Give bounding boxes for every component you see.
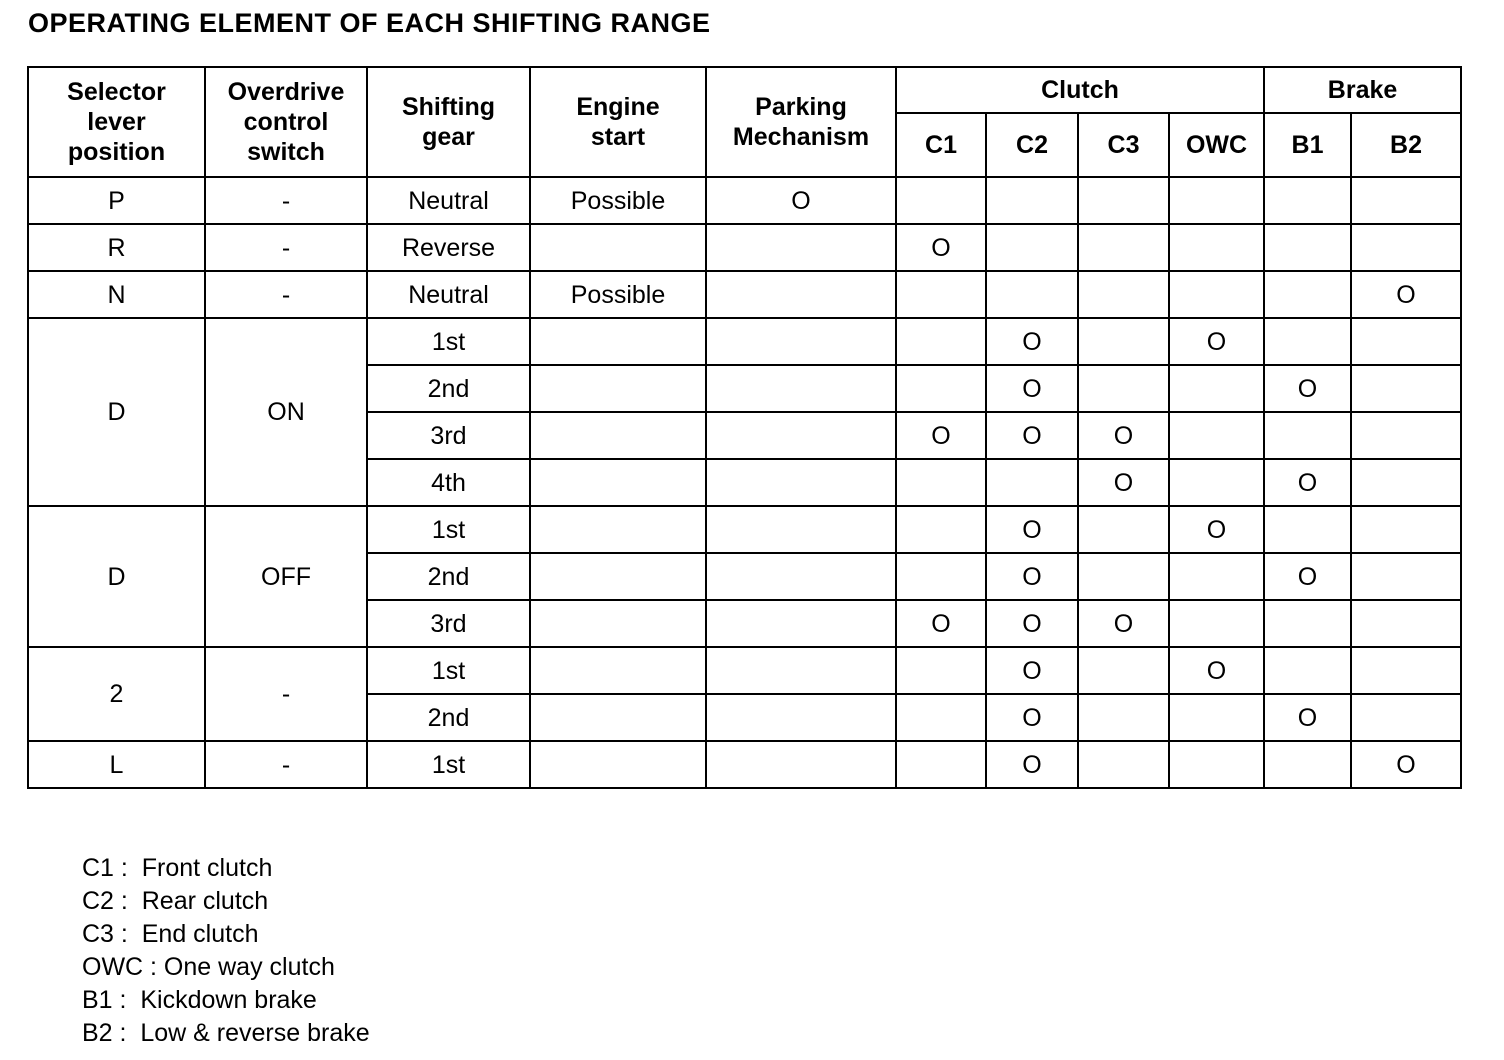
table-body: [28, 177, 1461, 788]
cell-c3: [1078, 741, 1169, 788]
cell-c1: [896, 694, 986, 741]
cell-parking: [706, 459, 896, 506]
cell-parking: [706, 741, 896, 788]
cell-engine-start: [530, 741, 706, 788]
cell-c1: O: [896, 600, 986, 647]
cell-b2: [1351, 553, 1461, 600]
cell-owc: [1169, 459, 1264, 506]
cell-c1: O: [896, 412, 986, 459]
table-row: [28, 177, 1461, 224]
cell-c2: [986, 271, 1078, 318]
cell-parking: [706, 365, 896, 412]
cell-b2: [1351, 647, 1461, 694]
cell-b1: [1264, 600, 1351, 647]
cell-b2: [1351, 459, 1461, 506]
cell-gear: Neutral: [367, 177, 530, 224]
cell-c2: O: [986, 365, 1078, 412]
header-selector-lever-position: Selector lever position: [28, 67, 205, 177]
cell-owc: O: [1169, 506, 1264, 553]
cell-c1: [896, 647, 986, 694]
cell-c2: O: [986, 694, 1078, 741]
cell-gear: 4th: [367, 459, 530, 506]
cell-owc: [1169, 741, 1264, 788]
cell-c2: O: [986, 647, 1078, 694]
header-clutch: Clutch: [896, 67, 1264, 113]
cell-b2: [1351, 600, 1461, 647]
cell-b1: O: [1264, 365, 1351, 412]
legend-item: C3 : End clutch: [82, 920, 259, 948]
cell-b2: [1351, 177, 1461, 224]
cell-c2: O: [986, 318, 1078, 365]
cell-c2: [986, 177, 1078, 224]
legend-item: B1 : Kickdown brake: [82, 986, 317, 1014]
cell-selector: L: [28, 741, 205, 788]
cell-c3: [1078, 506, 1169, 553]
cell-c1: [896, 271, 986, 318]
cell-owc: [1169, 694, 1264, 741]
cell-b1: O: [1264, 459, 1351, 506]
cell-engine-start: [530, 600, 706, 647]
cell-overdrive: -: [205, 224, 367, 271]
legend: [82, 852, 370, 1050]
cell-c3: [1078, 318, 1169, 365]
cell-b1: O: [1264, 553, 1351, 600]
table-row: [28, 647, 1461, 694]
cell-c2: [986, 459, 1078, 506]
cell-gear: Reverse: [367, 224, 530, 271]
cell-engine-start: [530, 553, 706, 600]
cell-c1: [896, 365, 986, 412]
cell-gear: 1st: [367, 318, 530, 365]
cell-selector: P: [28, 177, 205, 224]
cell-gear: 3rd: [367, 600, 530, 647]
cell-engine-start: [530, 412, 706, 459]
cell-engine-start: [530, 365, 706, 412]
cell-parking: [706, 694, 896, 741]
cell-b2: [1351, 506, 1461, 553]
cell-c3: [1078, 365, 1169, 412]
table-row: [28, 506, 1461, 553]
cell-owc: [1169, 553, 1264, 600]
cell-engine-start: [530, 506, 706, 553]
cell-parking: [706, 318, 896, 365]
cell-b1: [1264, 741, 1351, 788]
cell-parking: [706, 412, 896, 459]
cell-c2: O: [986, 553, 1078, 600]
cell-gear: 1st: [367, 647, 530, 694]
cell-overdrive: -: [205, 647, 367, 741]
cell-overdrive: OFF: [205, 506, 367, 647]
cell-c1: [896, 177, 986, 224]
cell-c2: [986, 224, 1078, 271]
cell-owc: [1169, 365, 1264, 412]
cell-gear: 2nd: [367, 694, 530, 741]
cell-selector: 2: [28, 647, 205, 741]
cell-b1: [1264, 647, 1351, 694]
cell-b1: O: [1264, 694, 1351, 741]
cell-b2: [1351, 365, 1461, 412]
cell-b1: [1264, 271, 1351, 318]
header-b1: B1: [1264, 113, 1351, 177]
legend-item: B2 : Low & reverse brake: [82, 1019, 370, 1047]
header-brake: Brake: [1264, 67, 1461, 113]
cell-gear: 2nd: [367, 553, 530, 600]
cell-gear: Neutral: [367, 271, 530, 318]
header-engine-start: Engine start: [530, 67, 706, 177]
cell-engine-start: Possible: [530, 271, 706, 318]
cell-owc: O: [1169, 318, 1264, 365]
legend-item: C1 : Front clutch: [82, 854, 273, 882]
cell-owc: [1169, 600, 1264, 647]
cell-engine-start: Possible: [530, 177, 706, 224]
cell-c1: [896, 318, 986, 365]
header-parking-mechanism: Parking Mechanism: [706, 67, 896, 177]
cell-b1: [1264, 318, 1351, 365]
cell-c1: [896, 553, 986, 600]
cell-engine-start: [530, 318, 706, 365]
cell-c3: [1078, 553, 1169, 600]
cell-engine-start: [530, 694, 706, 741]
cell-gear: 3rd: [367, 412, 530, 459]
cell-parking: [706, 271, 896, 318]
cell-selector: D: [28, 506, 205, 647]
cell-c3: [1078, 224, 1169, 271]
cell-b2: [1351, 412, 1461, 459]
cell-engine-start: [530, 647, 706, 694]
cell-c3: [1078, 694, 1169, 741]
cell-b1: [1264, 506, 1351, 553]
page-title: OPERATING ELEMENT OF EACH SHIFTING RANGE: [28, 8, 711, 38]
cell-c2: O: [986, 412, 1078, 459]
cell-parking: [706, 224, 896, 271]
table-row: [28, 318, 1461, 365]
cell-c1: [896, 741, 986, 788]
cell-owc: O: [1169, 647, 1264, 694]
cell-c2: O: [986, 506, 1078, 553]
cell-selector: N: [28, 271, 205, 318]
cell-c2: O: [986, 741, 1078, 788]
cell-parking: [706, 506, 896, 553]
operating-element-table: [27, 66, 1462, 789]
cell-c1: O: [896, 224, 986, 271]
cell-parking: [706, 647, 896, 694]
cell-b1: [1264, 177, 1351, 224]
header-shifting-gear: Shifting gear: [367, 67, 530, 177]
table-row: [28, 271, 1461, 318]
cell-c3: O: [1078, 412, 1169, 459]
cell-b1: [1264, 224, 1351, 271]
cell-c3: [1078, 177, 1169, 224]
cell-b2: O: [1351, 271, 1461, 318]
cell-overdrive: -: [205, 271, 367, 318]
table-row: [28, 224, 1461, 271]
cell-c1: [896, 459, 986, 506]
header-c3: C3: [1078, 113, 1169, 177]
cell-b2: [1351, 318, 1461, 365]
cell-engine-start: [530, 224, 706, 271]
cell-gear: 1st: [367, 506, 530, 553]
cell-owc: [1169, 271, 1264, 318]
cell-c3: O: [1078, 459, 1169, 506]
cell-gear: 1st: [367, 741, 530, 788]
cell-gear: 2nd: [367, 365, 530, 412]
header-c2: C2: [986, 113, 1078, 177]
cell-owc: [1169, 177, 1264, 224]
cell-selector: R: [28, 224, 205, 271]
cell-c3: [1078, 271, 1169, 318]
legend-item: OWC : One way clutch: [82, 953, 335, 981]
cell-c3: [1078, 647, 1169, 694]
legend-item: C2 : Rear clutch: [82, 887, 269, 915]
cell-owc: [1169, 412, 1264, 459]
cell-selector: D: [28, 318, 205, 506]
cell-c2: O: [986, 600, 1078, 647]
cell-parking: [706, 553, 896, 600]
cell-parking: O: [706, 177, 896, 224]
table-row: [28, 741, 1461, 788]
cell-c3: O: [1078, 600, 1169, 647]
cell-engine-start: [530, 459, 706, 506]
cell-b2: [1351, 224, 1461, 271]
header-b2: B2: [1351, 113, 1461, 177]
cell-b1: [1264, 412, 1351, 459]
cell-overdrive: -: [205, 177, 367, 224]
cell-b2: O: [1351, 741, 1461, 788]
header-overdrive-control-switch: Overdrive control switch: [205, 67, 367, 177]
cell-c1: [896, 506, 986, 553]
cell-owc: [1169, 224, 1264, 271]
cell-overdrive: ON: [205, 318, 367, 506]
cell-parking: [706, 600, 896, 647]
header-owc: OWC: [1169, 113, 1264, 177]
cell-overdrive: -: [205, 741, 367, 788]
header-c1: C1: [896, 113, 986, 177]
cell-b2: [1351, 694, 1461, 741]
